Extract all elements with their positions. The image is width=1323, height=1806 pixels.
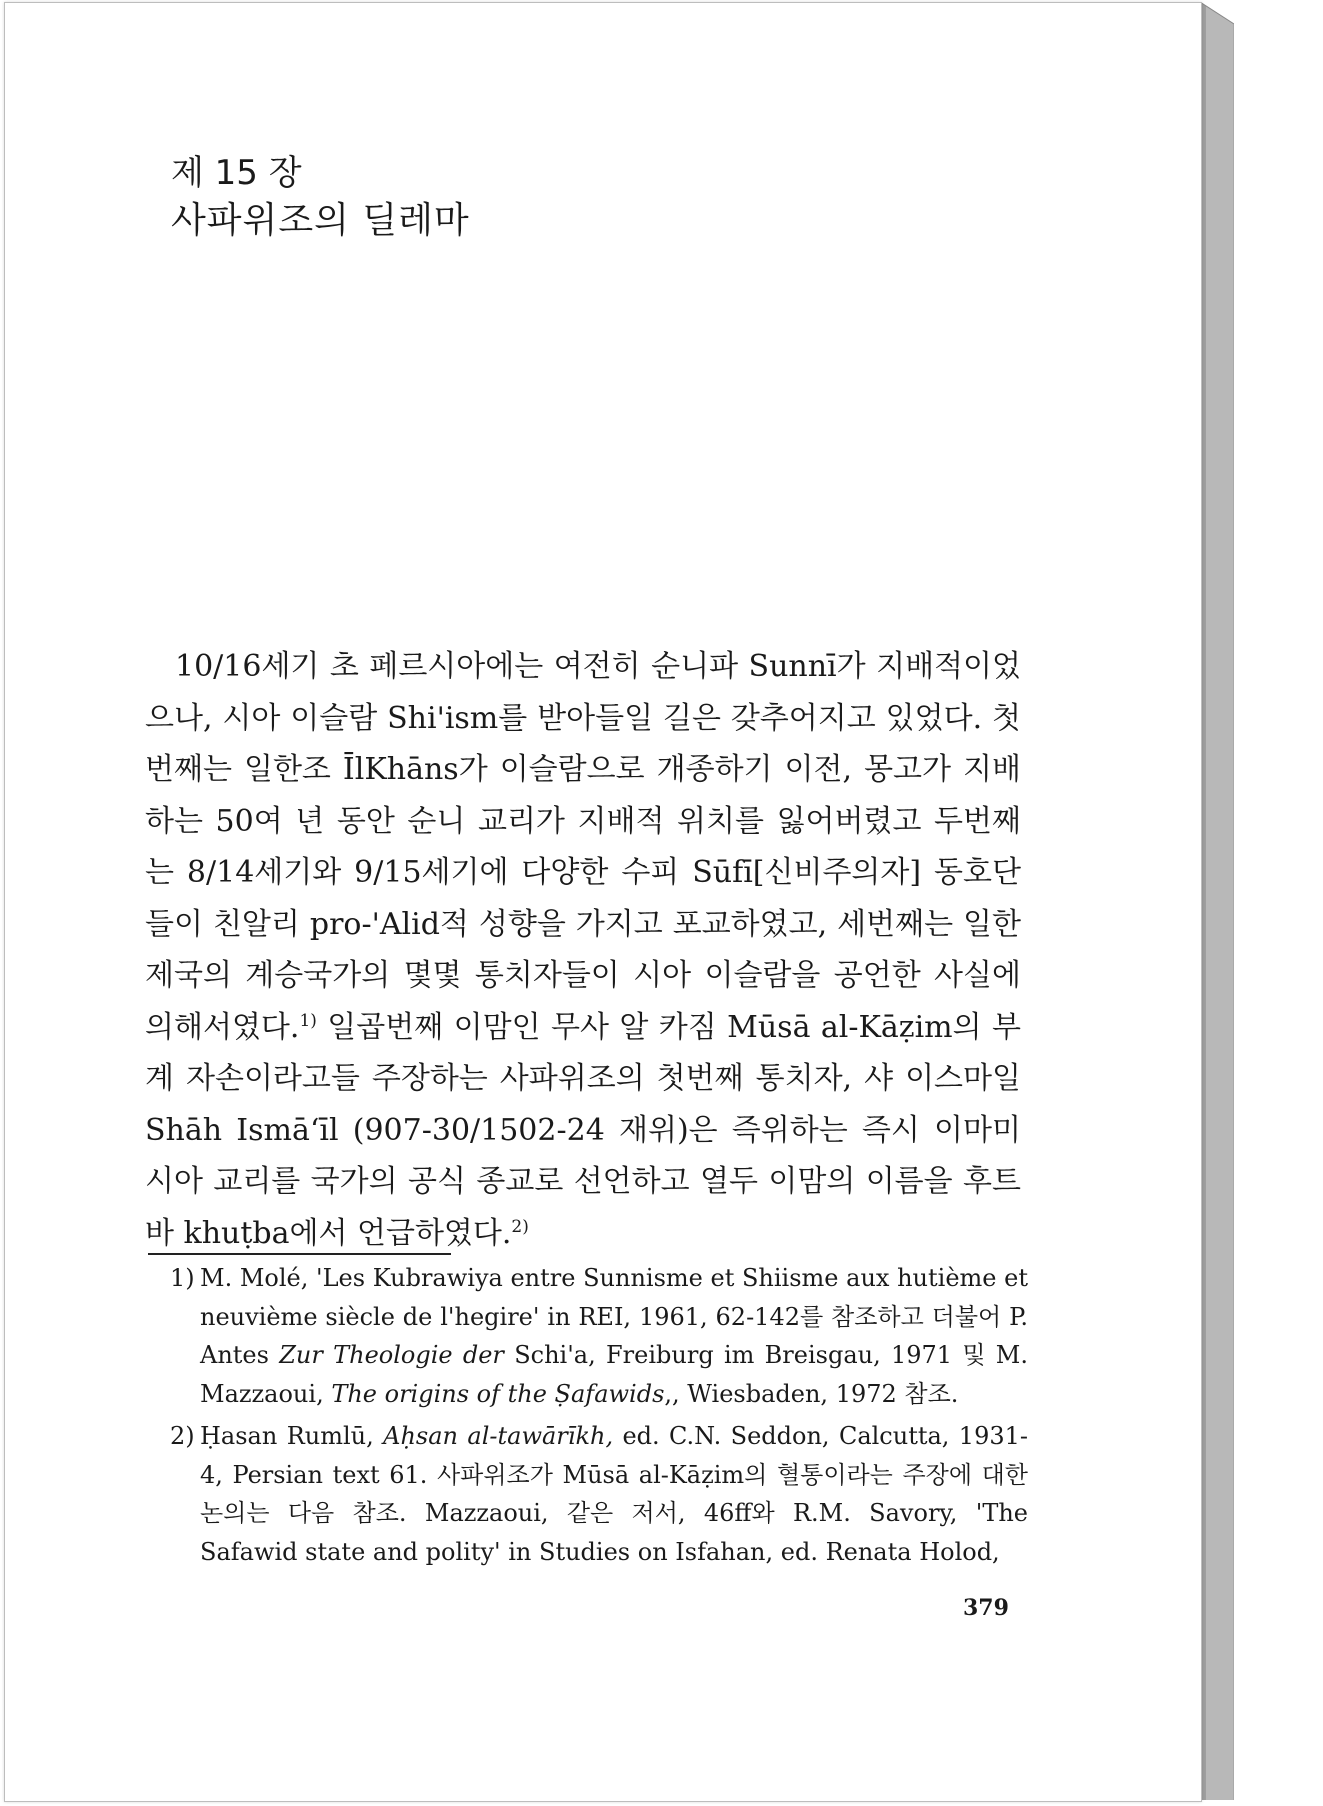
chapter-heading bbox=[171, 151, 470, 247]
chapter-title: 사파위조의 딜레마 bbox=[171, 200, 470, 241]
chapter-number: 제 15 장 bbox=[171, 153, 302, 193]
footnote-divider bbox=[148, 1253, 451, 1255]
page-thickness-edge bbox=[1200, 2, 1234, 1800]
body-paragraph bbox=[145, 641, 1021, 1259]
footnote-text: ,, Wiesbaden, 1972 참조. bbox=[664, 1379, 959, 1408]
footnote-text: ed. C.N. Seddon, Calcutta, 1931-4, Persian text 61. 사파위조가 Mūsā al-Kāẓim의 혈통이라는 주장에 대한 논의는 다음 참조. Mazzaoui, 같은 저서, 46ff와 R.M. Savory, 'The Safawid state and polity' in Studies on Isfahan, ed. Renata Holod, bbox=[200, 1422, 1028, 1566]
book-page bbox=[4, 2, 1202, 1802]
footnotes bbox=[170, 1259, 1029, 1571]
page-number: 379 bbox=[963, 1595, 1009, 1621]
footnote-number: 1) bbox=[170, 1264, 195, 1292]
footnote-1 bbox=[170, 1259, 1029, 1413]
footnote-text: Ḥasan Rumlū, bbox=[200, 1422, 384, 1450]
body-text-part-1: 10/16세기 초 페르시아에는 여전히 순니파 Sunnī가 지배적이었으나, 시아 이슬람 Shi'ism를 받아들일 길은 갖추어지고 있었다. 첫번째는 일한조 ĪlKhāns가 이슬람으로 개종하기 이전, 몽고가 지배하는 50여 년 동안 순니 교리가 지배적 위치를 잃어버렸고 두번째는 8/14세기와 9/15세기에 다양한 수피 Sūfī[신비주의자] 동호단들이 친알리 pro-'Alid적 성향을 가지고 포교하였고, 세번째는 일한 제국의 계승국가의 몇몇 통치자들이 시아 이슬람을 공언한 사실에 의해서였다. bbox=[145, 649, 1021, 1045]
footnote-text: Schi'a, Freiburg im Breisgau, 1971 및 M. Mazzaoui, bbox=[200, 1341, 1029, 1408]
footnote-number: 2) bbox=[170, 1422, 195, 1450]
footnote-text: M. Molé, 'Les Kubrawiya entre Sunnisme et Shiisme aux hutième et neuvième siècle de l'hegire' in REI, 1961, 62-142를 참조하고 더불어 P. Antes bbox=[200, 1264, 1028, 1369]
footnote-2 bbox=[170, 1417, 1028, 1571]
footnote-italic-text: Aḥsan al-tawārīkh, bbox=[383, 1422, 614, 1450]
footnote-italic-text: Zur Theologie der bbox=[279, 1341, 504, 1369]
footnote-ref-2: 2) bbox=[511, 1216, 529, 1237]
footnote-italic-text: The origins of the Ṣafawids bbox=[331, 1379, 665, 1408]
footnote-ref-1: 1) bbox=[299, 1010, 317, 1031]
page-edge-graphic bbox=[1200, 2, 1234, 1800]
body-text-part-2: 일곱번째 이맘인 무사 알 카짐 Mūsā al-Kāẓim의 부계 자손이라고들 주장하는 사파위조의 첫번째 통치자, 샤 이스마일 Shāh Ismāʻīl (907-30/1502-24 재위)은 즉위하는 즉시 이마미 시아 교리를 국가의 공식 종교로 선언하고 열두 이맘의 이름을 후트바 khuṭba에서 언급하였다. bbox=[145, 1009, 1021, 1251]
